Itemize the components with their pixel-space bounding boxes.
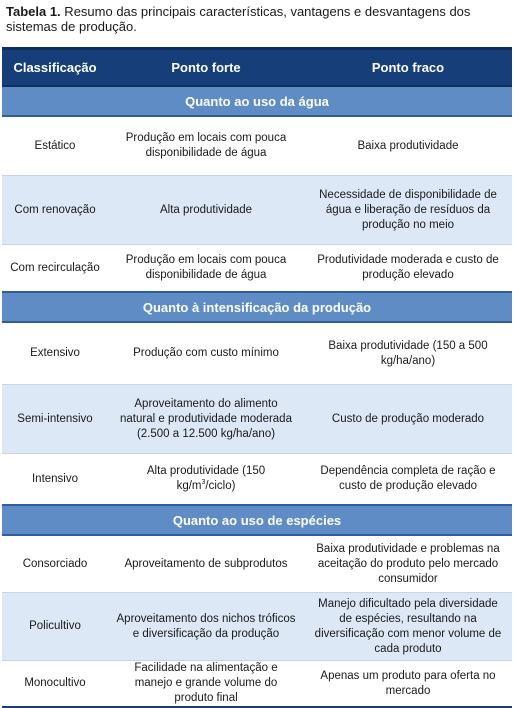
section-row-agua (2, 86, 512, 116)
superscript: 3 (201, 479, 206, 487)
cell-classificacao: Extensivo (2, 322, 108, 385)
cell-text: /ciclo) (205, 480, 236, 492)
cell-ponto-forte: Alta produtividade (108, 176, 304, 245)
cell-classificacao: Com renovação (2, 176, 108, 245)
cell-ponto-forte: Produção em locais com pouca disponibilidade de água (108, 245, 304, 293)
cell-ponto-forte (108, 454, 304, 506)
table-row (2, 661, 512, 708)
caption-label: Tabela 1. (6, 4, 61, 19)
table-row (2, 322, 512, 385)
production-systems-table (2, 47, 512, 708)
table-caption (6, 4, 510, 34)
cell-ponto-fraco: Baixa produtividade e problemas na aceitação do produto pelo mercado consumidor (304, 535, 512, 593)
caption-text: Resumo das principais características, vantagens e desvantagens dos sistemas de produção. (6, 4, 471, 34)
table-row (2, 116, 512, 176)
cell-ponto-forte: Produção em locais com pouca disponibilidade de água (108, 116, 304, 176)
cell-text: Alta produtividade (150 kg/m (146, 465, 266, 492)
cell-classificacao: Intensivo (2, 454, 108, 506)
header-ponto-forte: Ponto forte (108, 49, 304, 87)
section-title: Quanto ao uso de espécies (2, 505, 512, 535)
table-row (2, 593, 512, 661)
cell-classificacao: Consorciado (2, 535, 108, 593)
cell-ponto-fraco: Apenas um produto para oferta no mercado (304, 661, 512, 708)
cell-ponto-fraco: Custo de produção moderado (304, 385, 512, 454)
header-row (2, 49, 512, 87)
cell-ponto-forte: Aproveitamento de subprodutos (108, 535, 304, 593)
section-row-especies (2, 505, 512, 535)
cell-classificacao: Monocultivo (2, 661, 108, 708)
cell-ponto-forte: Aproveitamento do alimento natural e produtividade moderada (2.500 a 12.500 kg/ha/ano) (108, 385, 304, 454)
table-row (2, 245, 512, 293)
cell-ponto-fraco: Necessidade de disponibilidade de água e liberação de resíduos da produção no meio (304, 176, 512, 245)
cell-ponto-forte: Produção com custo mínimo (108, 322, 304, 385)
cell-ponto-fraco: Baixa produtividade (150 a 500 kg/ha/ano) (304, 322, 512, 385)
cell-classificacao: Com recirculação (2, 245, 108, 293)
cell-ponto-fraco: Manejo dificultado pela diversidade de espécies, resultando na diversificação com menor volume de cada produto (304, 593, 512, 661)
cell-classificacao: Estático (2, 116, 108, 176)
cell-classificacao: Semi-intensivo (2, 385, 108, 454)
cell-ponto-fraco: Baixa produtividade (304, 116, 512, 176)
table-row (2, 535, 512, 593)
section-title: Quanto ao uso da água (2, 86, 512, 116)
cell-ponto-forte: Aproveitamento dos nichos tróficos e diversificação da produção (108, 593, 304, 661)
table-row (2, 454, 512, 506)
cell-ponto-forte: Facilidade na alimentação e manejo e grande volume do produto final (108, 661, 304, 708)
cell-ponto-fraco: Dependência completa de ração e custo de produção elevado (304, 454, 512, 506)
section-title: Quanto à intensificação da produção (2, 292, 512, 322)
table-row (2, 176, 512, 245)
header-classificacao: Classificação (2, 49, 108, 87)
header-ponto-fraco: Ponto fraco (304, 49, 512, 87)
cell-classificacao: Policultivo (2, 593, 108, 661)
cell-ponto-fraco: Produtividade moderada e custo de produção elevado (304, 245, 512, 293)
table-row (2, 385, 512, 454)
section-row-intensificacao (2, 292, 512, 322)
